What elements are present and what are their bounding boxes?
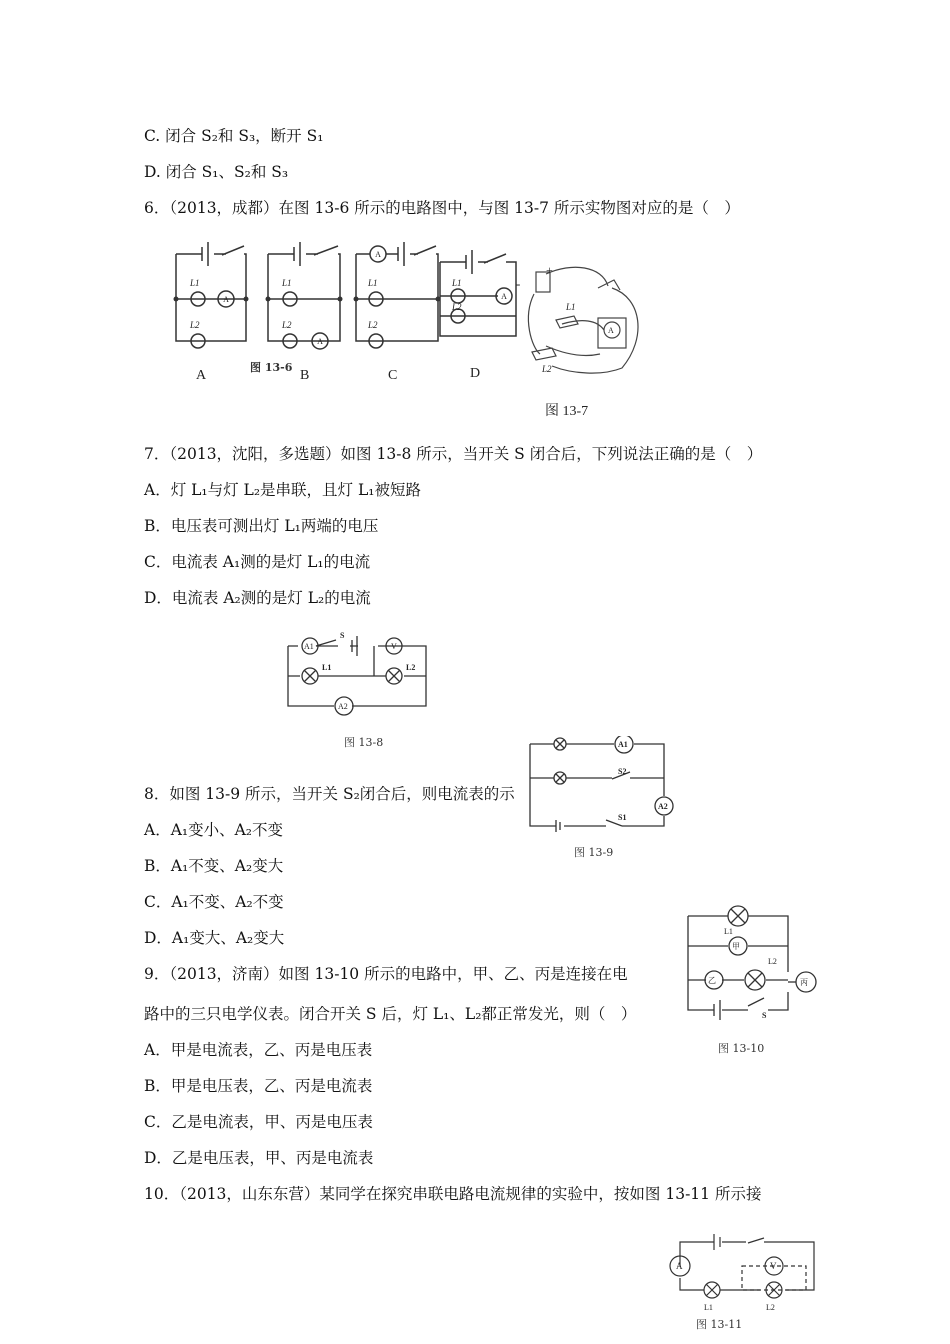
figure-13-9-circuit: [526, 736, 676, 836]
q8-option-a: A．A₁变小、A₂不变: [144, 821, 284, 839]
q9-option-b: B．甲是电压表，乙、丙是电流表: [144, 1077, 373, 1095]
fig10-l2-label: L2: [768, 957, 777, 966]
question-10: 10．（2013，山东东营）某同学在探究串联电路电流规律的实验中，按如图 13-11 所示接: [144, 1185, 762, 1203]
fig6c-l1-label: L1: [368, 278, 378, 288]
fig6a-l1-label: L1: [190, 278, 200, 288]
q8-option-c: C．A₁不变、A₂不变: [144, 893, 284, 911]
fig6b-ammeter-label: A: [317, 337, 323, 346]
fig6c-ammeter-label: A: [375, 250, 381, 259]
fig10-switch-label: S: [762, 1011, 767, 1020]
figure-13-8-circuit: [282, 630, 432, 718]
figure-13-8-caption: 图 13-8: [344, 736, 384, 749]
fig10-yi-label: 乙: [708, 976, 716, 985]
fig7-ammeter-label: A: [608, 326, 614, 335]
fig10-bing-label: 丙: [800, 978, 808, 987]
q7-option-b: B．电压表可测出灯 L₁两端的电压: [144, 517, 379, 535]
q7-option-d: D．电流表 A₂测的是灯 L₂的电流: [144, 589, 371, 607]
option-d-label: D: [470, 366, 481, 381]
option-c-label: C: [388, 368, 398, 383]
fig6d-l2-label: L2: [452, 302, 462, 312]
option-d-previous: D. 闭合 S₁、S₂和 S₃: [144, 163, 289, 181]
figure-13-6-circuits: [168, 236, 528, 386]
question-7: 7．（2013，沈阳，多选题）如图 13-8 所示，当开关 S 闭合后，下列说法正确的是（ ）: [144, 445, 763, 463]
fig11-l1-label: L1: [704, 1303, 713, 1312]
fig11-ammeter-label: A: [676, 1261, 683, 1271]
option-a-label: A: [196, 368, 207, 383]
fig6a-ammeter-label: A: [223, 295, 229, 304]
question-9-line1: 9．（2013，济南）如图 13-10 所示的电路中，甲、乙、丙是连接在电: [144, 965, 628, 983]
figure-13-11-caption: 图 13-11: [696, 1318, 743, 1331]
fig11-voltmeter-label: V: [770, 1261, 777, 1271]
q7-option-a: A．灯 L₁与灯 L₂是串联，且灯 L₁被短路: [144, 481, 421, 499]
fig8-l2-label: L2: [406, 663, 416, 672]
figure-13-10-circuit: [684, 902, 824, 1020]
q8-option-b: B．A₁不变、A₂变大: [144, 857, 284, 875]
fig9-s1-label: S1: [618, 813, 627, 822]
fig6b-l2-label: L2: [282, 320, 292, 330]
fig6d-l1-label: L1: [452, 278, 462, 288]
q8-option-d: D．A₁变大、A₂变大: [144, 929, 285, 947]
question-6: 6．（2013，成都）在图 13-6 所示的电路图中，与图 13-7 所示实物图对应的是（ ）: [144, 199, 740, 217]
fig7-minus-label: -: [516, 276, 521, 291]
fig10-jia-label: 甲: [732, 942, 740, 951]
fig8-l1-label: L1: [322, 663, 332, 672]
q9-option-c: C．乙是电流表，甲、丙是电压表: [144, 1113, 373, 1131]
fig8-voltmeter-label: V: [391, 642, 397, 651]
figure-13-11-circuit: [664, 1226, 824, 1312]
fig8-a2-label: A2: [338, 702, 348, 711]
question-8: 8．如图 13-9 所示，当开关 S₂闭合后，则电流表的示: [144, 785, 515, 803]
fig7-l1-label: L1: [566, 302, 576, 312]
q7-option-c: C．电流表 A₁测的是灯 L₁的电流: [144, 553, 371, 571]
fig8-a1-label: A1: [304, 642, 314, 651]
fig6c-l2-label: L2: [368, 320, 378, 330]
fig11-l2-label: L2: [766, 1303, 775, 1312]
q9-option-a: A．甲是电流表，乙、丙是电压表: [144, 1041, 373, 1059]
fig6d-ammeter-label: A: [501, 292, 507, 301]
fig9-a1-label: A1: [618, 740, 628, 749]
fig9-s2-label: S2: [618, 767, 627, 776]
figure-13-6-caption: 图 13-6: [250, 361, 293, 374]
fig7-plus-label: +: [546, 263, 553, 277]
option-b-label: B: [300, 368, 310, 383]
fig9-a2-label: A2: [658, 802, 668, 811]
question-9-line2: 路中的三只电学仪表。闭合开关 S 后，灯 L₁、L₂都正常发光，则（ ）: [144, 1005, 637, 1023]
fig6b-l1-label: L1: [282, 278, 292, 288]
figure-13-7-caption: 图 13-7: [545, 404, 589, 419]
fig10-l1-label: L1: [724, 927, 733, 936]
q9-option-d: D．乙是电压表，甲、丙是电流表: [144, 1149, 374, 1167]
fig8-switch-label: S: [340, 631, 345, 640]
figure-13-9-caption: 图 13-9: [574, 846, 614, 859]
figure-13-7-wiring: [512, 258, 652, 380]
fig7-l2-label: L2: [542, 364, 552, 374]
option-c-previous: C. 闭合 S₂和 S₃，断开 S₁: [144, 127, 324, 145]
fig6a-l2-label: L2: [190, 320, 200, 330]
figure-13-10-caption: 图 13-10: [718, 1042, 765, 1055]
